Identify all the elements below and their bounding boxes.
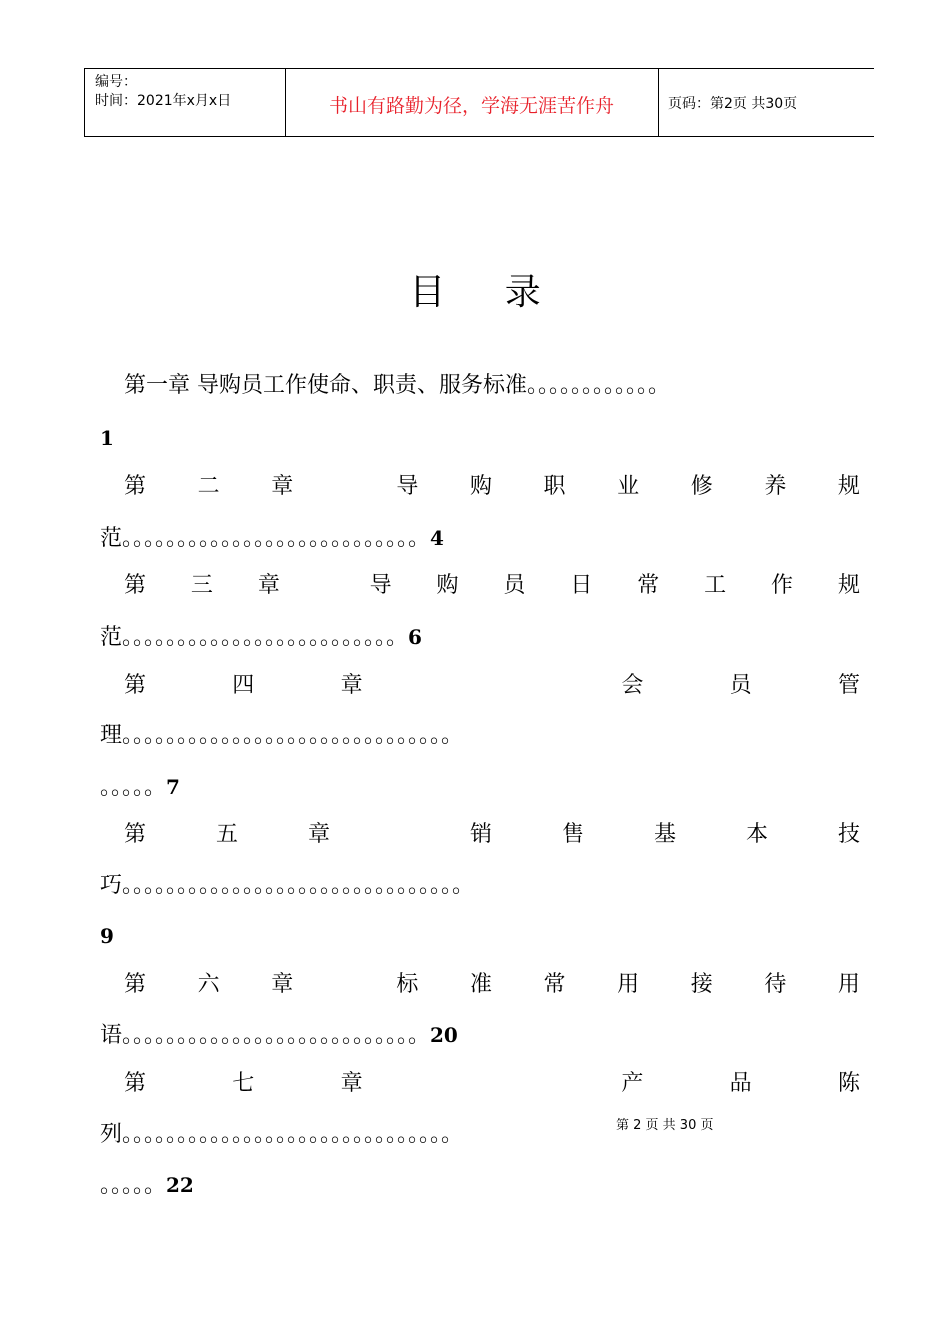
toc-entry-text: 第一章 导购员工作使命、职责、服务标准 bbox=[124, 373, 527, 398]
toc-char: 基 bbox=[653, 822, 676, 847]
toc-char: 修 bbox=[690, 474, 713, 499]
toc-char: 接 bbox=[690, 972, 713, 997]
toc-page-number: 1 bbox=[100, 426, 114, 450]
toc-entry-4-tail bbox=[100, 720, 870, 752]
header-table bbox=[84, 68, 874, 137]
toc-dots: 巧。。。。。。。。。。。。。。。。。。。。。。。。。。。。。。。 bbox=[100, 873, 475, 898]
toc-char: 养 bbox=[764, 474, 787, 499]
toc-entry-3[interactable] bbox=[100, 570, 860, 602]
toc-entry-5-page-line bbox=[100, 920, 870, 952]
toc-char: 会 bbox=[621, 673, 644, 698]
toc-char: 章 bbox=[271, 474, 294, 499]
toc-entry-1-page-line bbox=[100, 422, 870, 454]
toc-dots: 。。。。。 bbox=[100, 1173, 167, 1198]
toc-char: 常 bbox=[637, 573, 660, 598]
toc-char: 产 bbox=[621, 1071, 644, 1096]
toc-char: 章 bbox=[308, 822, 331, 847]
toc-char: 第 bbox=[124, 474, 147, 499]
toc-page-number: 22 bbox=[166, 1173, 194, 1197]
toc-page-number: 6 bbox=[408, 625, 422, 649]
toc-char: 购 bbox=[469, 474, 492, 499]
toc-char: 待 bbox=[764, 972, 787, 997]
page-label: 页码：第2页 共30页 bbox=[668, 96, 798, 112]
toc-entry-3-tail bbox=[100, 621, 870, 653]
toc-char: 第 bbox=[124, 573, 147, 598]
toc-entry-2-tail bbox=[100, 522, 870, 554]
toc-char: 章 bbox=[340, 673, 363, 698]
toc-char: 第 bbox=[124, 1071, 147, 1096]
toc-char: 售 bbox=[561, 822, 584, 847]
toc-char: 规 bbox=[837, 573, 860, 598]
toc-char: 日 bbox=[570, 573, 593, 598]
toc-char: 规 bbox=[837, 474, 860, 499]
toc-entry-4-tail2 bbox=[100, 771, 870, 803]
page-title: 目 录 bbox=[409, 272, 565, 313]
toc-char: 员 bbox=[729, 673, 752, 698]
toc-char: 第 bbox=[124, 972, 147, 997]
toc-char: 章 bbox=[340, 1071, 363, 1096]
toc-char: 职 bbox=[543, 474, 566, 499]
toc-entry-6-tail bbox=[100, 1019, 870, 1051]
toc-entry-7-tail2 bbox=[100, 1169, 870, 1201]
header-meta-cell bbox=[84, 69, 286, 136]
toc-char: 品 bbox=[729, 1071, 752, 1096]
toc-dots: 。。。。。。。。。。。。 bbox=[527, 373, 671, 398]
header-motto-cell bbox=[285, 69, 659, 136]
toc-char: 准 bbox=[469, 972, 492, 997]
toc-page-number: 20 bbox=[430, 1023, 458, 1047]
toc-char: 常 bbox=[543, 972, 566, 997]
toc-entry-1[interactable] bbox=[100, 370, 894, 402]
toc-char: 销 bbox=[469, 822, 492, 847]
toc-dots: 范。。。。。。。。。。。。。。。。。。。。。。。。。。。 bbox=[100, 526, 431, 551]
toc-entry-2[interactable] bbox=[100, 471, 860, 503]
toc-char: 工 bbox=[704, 573, 727, 598]
toc-entry-5[interactable] bbox=[100, 819, 860, 851]
toc-page-number: 4 bbox=[430, 526, 444, 550]
toc-dots: 范。。。。。。。。。。。。。。。。。。。。。。。。。 bbox=[100, 625, 409, 650]
toc-entry-7-tail bbox=[100, 1119, 870, 1151]
toc-char: 业 bbox=[617, 474, 640, 499]
toc-dots: 理。。。。。。。。。。。。。。。。。。。。。。。。。。。。。。 bbox=[100, 723, 464, 748]
toc-char: 五 bbox=[216, 822, 239, 847]
toc-char: 导 bbox=[369, 573, 392, 598]
toc-char: 四 bbox=[232, 673, 255, 698]
toc-char: 三 bbox=[190, 573, 213, 598]
page-footer: 第 2 页 共 30 页 bbox=[616, 1118, 714, 1133]
toc-char: 陈 bbox=[837, 1071, 860, 1096]
toc-char: 第 bbox=[124, 822, 147, 847]
toc-char: 购 bbox=[436, 573, 459, 598]
toc-entry-4[interactable] bbox=[100, 670, 860, 702]
motto: 书山有路勤为径，学海无涯苦作舟 bbox=[328, 95, 614, 117]
toc-entry-6[interactable] bbox=[100, 969, 860, 1001]
toc-char: 章 bbox=[257, 573, 280, 598]
toc-char: 标 bbox=[396, 972, 419, 997]
toc-page-number: 7 bbox=[166, 775, 180, 799]
toc-char: 用 bbox=[837, 972, 860, 997]
toc-char: 第 bbox=[124, 673, 147, 698]
toc-char: 本 bbox=[745, 822, 768, 847]
toc-char: 七 bbox=[232, 1071, 255, 1096]
toc-page-number: 9 bbox=[100, 924, 114, 948]
toc-entry-7[interactable] bbox=[100, 1068, 860, 1100]
toc-char: 技 bbox=[837, 822, 860, 847]
toc-char: 导 bbox=[396, 474, 419, 499]
toc-dots: 列。。。。。。。。。。。。。。。。。。。。。。。。。。。。。。 bbox=[100, 1122, 464, 1147]
toc-char: 管 bbox=[837, 673, 860, 698]
date-label: 时间：2021年x月x日 bbox=[95, 93, 232, 109]
toc-char: 二 bbox=[197, 474, 220, 499]
header-page-cell bbox=[658, 69, 874, 136]
toc-char: 章 bbox=[271, 972, 294, 997]
toc-char: 六 bbox=[197, 972, 220, 997]
toc-dots: 。。。。。 bbox=[100, 775, 167, 800]
toc-char: 用 bbox=[617, 972, 640, 997]
toc-dots: 语。。。。。。。。。。。。。。。。。。。。。。。。。。。 bbox=[100, 1023, 431, 1048]
toc-entry-5-tail bbox=[100, 870, 870, 902]
toc-char: 作 bbox=[771, 573, 794, 598]
code-label: 编号： bbox=[95, 74, 137, 90]
toc-char: 员 bbox=[503, 573, 526, 598]
